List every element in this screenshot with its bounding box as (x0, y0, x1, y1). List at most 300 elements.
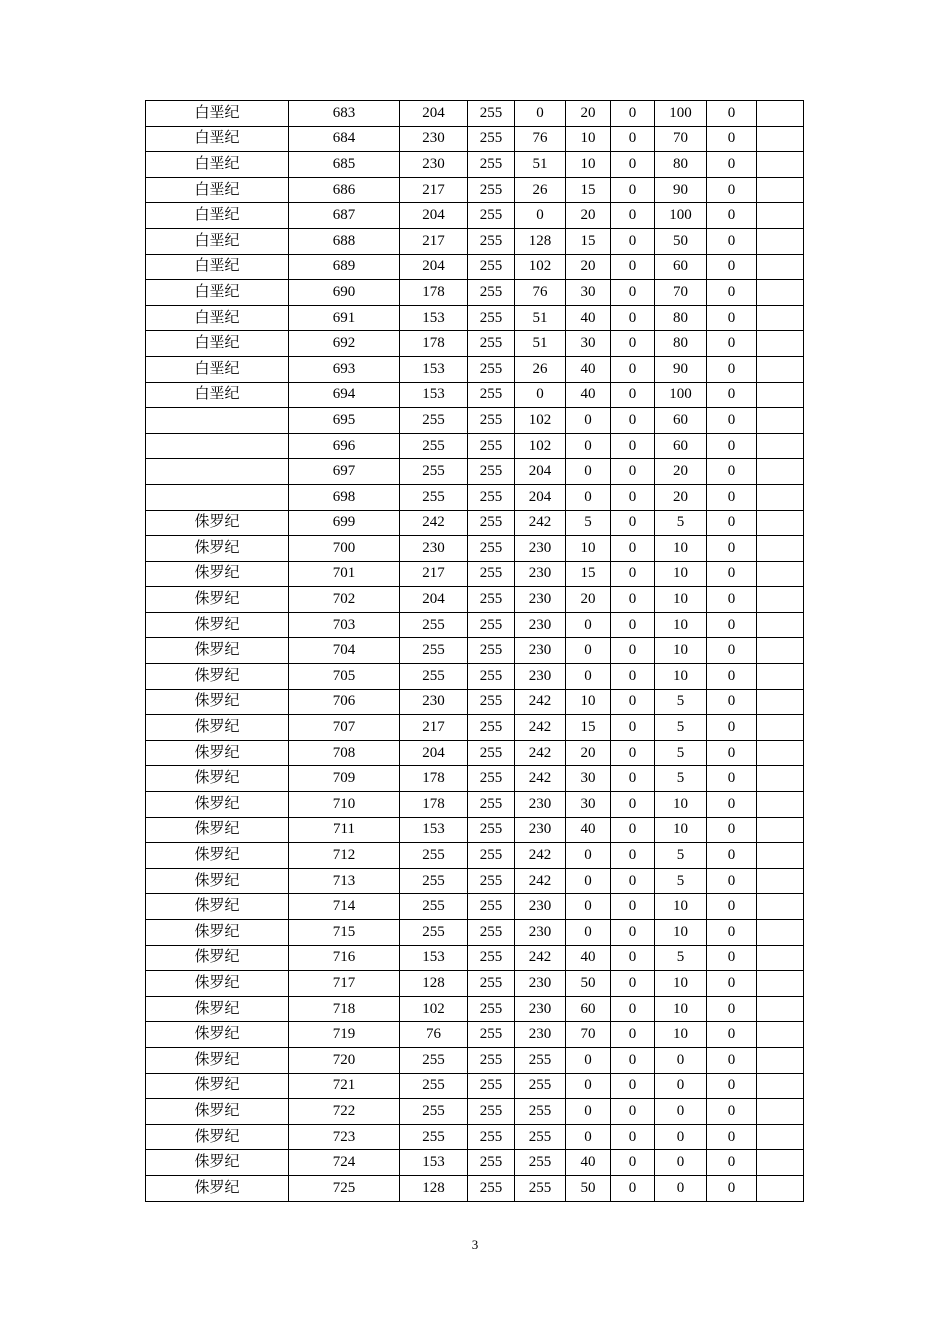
cell-y: 80 (655, 152, 707, 178)
cell-c: 10 (566, 536, 611, 562)
table-row (146, 996, 804, 1022)
cell-k: 0 (707, 894, 757, 920)
cell-period: 白垩纪 (146, 305, 289, 331)
cell-code: 718 (289, 996, 400, 1022)
cell-blank (757, 561, 804, 587)
cell-r: 242 (400, 510, 468, 536)
cell-k: 0 (707, 510, 757, 536)
cell-y: 5 (655, 715, 707, 741)
cell-k: 0 (707, 1150, 757, 1176)
cell-period: 侏罗纪 (146, 510, 289, 536)
cell-r: 255 (400, 843, 468, 869)
cell-g: 255 (468, 868, 515, 894)
cell-g: 255 (468, 715, 515, 741)
cell-r: 153 (400, 305, 468, 331)
cell-period: 侏罗纪 (146, 945, 289, 971)
cell-code: 703 (289, 612, 400, 638)
cell-c: 15 (566, 177, 611, 203)
cell-c: 0 (566, 1047, 611, 1073)
cell-c: 0 (566, 408, 611, 434)
cell-y: 10 (655, 638, 707, 664)
cell-b: 255 (515, 1150, 566, 1176)
table-row (146, 536, 804, 562)
cell-b: 242 (515, 740, 566, 766)
cell-m: 0 (611, 817, 655, 843)
cell-period: 侏罗纪 (146, 1099, 289, 1125)
cell-m: 0 (611, 1073, 655, 1099)
cell-code: 709 (289, 766, 400, 792)
table-row (146, 894, 804, 920)
cell-r: 255 (400, 920, 468, 946)
table-row (146, 1099, 804, 1125)
cell-r: 204 (400, 254, 468, 280)
cell-r: 102 (400, 996, 468, 1022)
cell-y: 100 (655, 382, 707, 408)
cell-period: 白垩纪 (146, 101, 289, 127)
cell-b: 102 (515, 408, 566, 434)
cell-r: 255 (400, 1047, 468, 1073)
cell-g: 255 (468, 996, 515, 1022)
table-row (146, 510, 804, 536)
cell-g: 255 (468, 152, 515, 178)
cell-y: 10 (655, 536, 707, 562)
table-row (146, 382, 804, 408)
cell-k: 0 (707, 254, 757, 280)
cell-blank (757, 638, 804, 664)
cell-code: 722 (289, 1099, 400, 1125)
cell-blank (757, 1175, 804, 1201)
cell-m: 0 (611, 356, 655, 382)
page-number: 3 (471, 1237, 479, 1252)
cell-b: 230 (515, 996, 566, 1022)
cell-g: 255 (468, 561, 515, 587)
cell-blank (757, 715, 804, 741)
cell-r: 255 (400, 484, 468, 510)
cell-m: 0 (611, 843, 655, 869)
cell-k: 0 (707, 126, 757, 152)
cell-code: 711 (289, 817, 400, 843)
cell-m: 0 (611, 510, 655, 536)
cell-code: 694 (289, 382, 400, 408)
cell-code: 705 (289, 664, 400, 690)
cell-code: 688 (289, 228, 400, 254)
cell-r: 153 (400, 356, 468, 382)
cell-code: 715 (289, 920, 400, 946)
cell-period: 侏罗纪 (146, 792, 289, 818)
cell-c: 0 (566, 843, 611, 869)
cell-k: 0 (707, 177, 757, 203)
cell-c: 15 (566, 228, 611, 254)
cell-m: 0 (611, 1175, 655, 1201)
cell-r: 217 (400, 228, 468, 254)
cell-b: 230 (515, 612, 566, 638)
cell-blank (757, 510, 804, 536)
cell-k: 0 (707, 382, 757, 408)
cell-k: 0 (707, 484, 757, 510)
cell-blank (757, 971, 804, 997)
cell-k: 0 (707, 766, 757, 792)
table-row (146, 280, 804, 306)
cell-period: 白垩纪 (146, 203, 289, 229)
cell-k: 0 (707, 433, 757, 459)
cell-b: 255 (515, 1073, 566, 1099)
cell-k: 0 (707, 1047, 757, 1073)
cell-r: 128 (400, 1175, 468, 1201)
cell-r: 255 (400, 664, 468, 690)
cell-y: 10 (655, 792, 707, 818)
cell-blank (757, 740, 804, 766)
cell-c: 10 (566, 126, 611, 152)
cell-y: 60 (655, 433, 707, 459)
cell-b: 230 (515, 638, 566, 664)
cell-period: 侏罗纪 (146, 1073, 289, 1099)
cell-code: 725 (289, 1175, 400, 1201)
cell-k: 0 (707, 101, 757, 127)
cell-y: 0 (655, 1150, 707, 1176)
cell-blank (757, 408, 804, 434)
cell-period: 侏罗纪 (146, 1022, 289, 1048)
cell-c: 15 (566, 715, 611, 741)
cell-blank (757, 1022, 804, 1048)
cell-period (146, 408, 289, 434)
table-row (146, 484, 804, 510)
table-row (146, 1150, 804, 1176)
cell-g: 255 (468, 843, 515, 869)
cell-y: 0 (655, 1124, 707, 1150)
cell-r: 255 (400, 612, 468, 638)
cell-g: 255 (468, 766, 515, 792)
cell-c: 15 (566, 561, 611, 587)
cell-blank (757, 843, 804, 869)
cell-m: 0 (611, 177, 655, 203)
cell-g: 255 (468, 664, 515, 690)
cell-r: 178 (400, 280, 468, 306)
table-row (146, 1175, 804, 1201)
cell-y: 60 (655, 254, 707, 280)
cell-k: 0 (707, 920, 757, 946)
cell-k: 0 (707, 459, 757, 485)
table-row (146, 331, 804, 357)
table-row (146, 356, 804, 382)
cell-y: 60 (655, 408, 707, 434)
table-row (146, 1073, 804, 1099)
cell-r: 230 (400, 689, 468, 715)
cell-blank (757, 101, 804, 127)
cell-b: 51 (515, 331, 566, 357)
cell-g: 255 (468, 228, 515, 254)
cell-y: 80 (655, 305, 707, 331)
cell-r: 230 (400, 536, 468, 562)
cell-c: 0 (566, 920, 611, 946)
cell-period: 侏罗纪 (146, 664, 289, 690)
cell-c: 50 (566, 971, 611, 997)
cell-b: 242 (515, 868, 566, 894)
cell-g: 255 (468, 536, 515, 562)
cell-period: 白垩纪 (146, 254, 289, 280)
cell-c: 0 (566, 1073, 611, 1099)
cell-m: 0 (611, 945, 655, 971)
cell-period: 白垩纪 (146, 177, 289, 203)
cell-m: 0 (611, 664, 655, 690)
cell-blank (757, 356, 804, 382)
cell-code: 700 (289, 536, 400, 562)
cell-m: 0 (611, 920, 655, 946)
cell-code: 692 (289, 331, 400, 357)
cell-k: 0 (707, 1175, 757, 1201)
cell-r: 204 (400, 101, 468, 127)
cell-g: 255 (468, 433, 515, 459)
cell-c: 10 (566, 689, 611, 715)
cell-m: 0 (611, 561, 655, 587)
cell-blank (757, 766, 804, 792)
cell-r: 255 (400, 638, 468, 664)
cell-r: 230 (400, 126, 468, 152)
table-row (146, 126, 804, 152)
cell-r: 255 (400, 1073, 468, 1099)
cell-period: 侏罗纪 (146, 920, 289, 946)
cell-y: 50 (655, 228, 707, 254)
cell-period: 侏罗纪 (146, 689, 289, 715)
cell-c: 0 (566, 664, 611, 690)
cell-b: 102 (515, 433, 566, 459)
cell-g: 255 (468, 126, 515, 152)
cell-y: 5 (655, 868, 707, 894)
cell-m: 0 (611, 638, 655, 664)
cell-blank (757, 996, 804, 1022)
cell-code: 719 (289, 1022, 400, 1048)
cell-c: 30 (566, 766, 611, 792)
table-row (146, 1022, 804, 1048)
cell-b: 230 (515, 792, 566, 818)
cell-k: 0 (707, 536, 757, 562)
cell-c: 40 (566, 817, 611, 843)
cell-blank (757, 280, 804, 306)
cell-code: 699 (289, 510, 400, 536)
cell-y: 10 (655, 996, 707, 1022)
cell-m: 0 (611, 1099, 655, 1125)
cell-c: 30 (566, 331, 611, 357)
cell-c: 0 (566, 433, 611, 459)
cell-y: 10 (655, 1022, 707, 1048)
cell-y: 5 (655, 766, 707, 792)
cell-blank (757, 536, 804, 562)
cell-k: 0 (707, 228, 757, 254)
cell-k: 0 (707, 561, 757, 587)
cell-m: 0 (611, 587, 655, 613)
cell-g: 255 (468, 254, 515, 280)
cell-period: 侏罗纪 (146, 715, 289, 741)
cell-m: 0 (611, 382, 655, 408)
cell-blank (757, 1150, 804, 1176)
cell-y: 10 (655, 971, 707, 997)
table-row (146, 664, 804, 690)
cell-b: 204 (515, 484, 566, 510)
table-body (146, 101, 804, 1202)
table-row (146, 459, 804, 485)
cell-r: 153 (400, 1150, 468, 1176)
cell-blank (757, 894, 804, 920)
cell-k: 0 (707, 664, 757, 690)
cell-code: 712 (289, 843, 400, 869)
cell-b: 0 (515, 203, 566, 229)
cell-period: 白垩纪 (146, 152, 289, 178)
cell-c: 0 (566, 612, 611, 638)
cell-g: 255 (468, 1047, 515, 1073)
cell-b: 230 (515, 587, 566, 613)
table-row (146, 433, 804, 459)
cell-m: 0 (611, 126, 655, 152)
cell-code: 698 (289, 484, 400, 510)
cell-y: 90 (655, 356, 707, 382)
cell-g: 255 (468, 920, 515, 946)
cell-code: 690 (289, 280, 400, 306)
cell-c: 0 (566, 1099, 611, 1125)
cell-code: 724 (289, 1150, 400, 1176)
cell-code: 689 (289, 254, 400, 280)
cell-blank (757, 126, 804, 152)
cell-m: 0 (611, 894, 655, 920)
cell-g: 255 (468, 1175, 515, 1201)
cell-r: 217 (400, 561, 468, 587)
cell-m: 0 (611, 459, 655, 485)
cell-y: 10 (655, 920, 707, 946)
cell-blank (757, 484, 804, 510)
cell-k: 0 (707, 996, 757, 1022)
cell-g: 255 (468, 689, 515, 715)
table-row (146, 1124, 804, 1150)
cell-r: 178 (400, 331, 468, 357)
cell-c: 20 (566, 587, 611, 613)
cell-b: 255 (515, 1124, 566, 1150)
cell-b: 230 (515, 971, 566, 997)
cell-m: 0 (611, 484, 655, 510)
cell-period: 白垩纪 (146, 280, 289, 306)
cell-k: 0 (707, 408, 757, 434)
table-row (146, 101, 804, 127)
table-row (146, 740, 804, 766)
table-row (146, 612, 804, 638)
cell-k: 0 (707, 689, 757, 715)
cell-k: 0 (707, 740, 757, 766)
cell-g: 255 (468, 612, 515, 638)
cell-k: 0 (707, 612, 757, 638)
table-row (146, 817, 804, 843)
cell-m: 0 (611, 1047, 655, 1073)
table-row (146, 689, 804, 715)
cell-blank (757, 1099, 804, 1125)
table-row (146, 254, 804, 280)
cell-r: 255 (400, 433, 468, 459)
cell-period: 侏罗纪 (146, 740, 289, 766)
cell-blank (757, 792, 804, 818)
cell-period: 侏罗纪 (146, 843, 289, 869)
cell-c: 40 (566, 382, 611, 408)
cell-g: 255 (468, 971, 515, 997)
cell-b: 230 (515, 536, 566, 562)
cell-period: 侏罗纪 (146, 971, 289, 997)
cell-m: 0 (611, 1022, 655, 1048)
cell-k: 0 (707, 715, 757, 741)
cell-code: 701 (289, 561, 400, 587)
cell-c: 30 (566, 280, 611, 306)
cell-m: 0 (611, 715, 655, 741)
cell-k: 0 (707, 280, 757, 306)
cell-c: 0 (566, 484, 611, 510)
cell-b: 230 (515, 894, 566, 920)
cell-period: 白垩纪 (146, 331, 289, 357)
cell-blank (757, 1124, 804, 1150)
table-row (146, 792, 804, 818)
cell-r: 255 (400, 1099, 468, 1125)
cell-period (146, 459, 289, 485)
cell-blank (757, 254, 804, 280)
cell-period: 侏罗纪 (146, 766, 289, 792)
table-row (146, 228, 804, 254)
cell-y: 10 (655, 612, 707, 638)
cell-blank (757, 920, 804, 946)
cell-g: 255 (468, 484, 515, 510)
cell-period: 侏罗纪 (146, 638, 289, 664)
cell-code: 702 (289, 587, 400, 613)
cell-m: 0 (611, 228, 655, 254)
cell-c: 20 (566, 203, 611, 229)
cell-c: 40 (566, 945, 611, 971)
cell-code: 708 (289, 740, 400, 766)
cell-code: 721 (289, 1073, 400, 1099)
cell-y: 5 (655, 689, 707, 715)
cell-period: 侏罗纪 (146, 612, 289, 638)
data-table (145, 100, 804, 1202)
cell-k: 0 (707, 331, 757, 357)
cell-period: 白垩纪 (146, 356, 289, 382)
cell-blank (757, 664, 804, 690)
table-row (146, 203, 804, 229)
cell-b: 26 (515, 177, 566, 203)
cell-code: 713 (289, 868, 400, 894)
cell-b: 0 (515, 382, 566, 408)
cell-blank (757, 459, 804, 485)
cell-period: 侏罗纪 (146, 561, 289, 587)
cell-blank (757, 177, 804, 203)
cell-c: 40 (566, 356, 611, 382)
table-row (146, 638, 804, 664)
cell-b: 204 (515, 459, 566, 485)
table-row (146, 305, 804, 331)
cell-code: 683 (289, 101, 400, 127)
cell-m: 0 (611, 433, 655, 459)
cell-k: 0 (707, 1022, 757, 1048)
table-row (146, 868, 804, 894)
cell-g: 255 (468, 203, 515, 229)
cell-code: 693 (289, 356, 400, 382)
cell-blank (757, 228, 804, 254)
cell-k: 0 (707, 638, 757, 664)
cell-y: 10 (655, 664, 707, 690)
cell-g: 255 (468, 305, 515, 331)
cell-k: 0 (707, 1073, 757, 1099)
cell-b: 102 (515, 254, 566, 280)
cell-y: 0 (655, 1073, 707, 1099)
cell-code: 710 (289, 792, 400, 818)
cell-b: 242 (515, 715, 566, 741)
table-row (146, 843, 804, 869)
cell-code: 707 (289, 715, 400, 741)
cell-g: 255 (468, 1073, 515, 1099)
cell-c: 40 (566, 305, 611, 331)
cell-r: 128 (400, 971, 468, 997)
cell-y: 0 (655, 1175, 707, 1201)
cell-g: 255 (468, 356, 515, 382)
